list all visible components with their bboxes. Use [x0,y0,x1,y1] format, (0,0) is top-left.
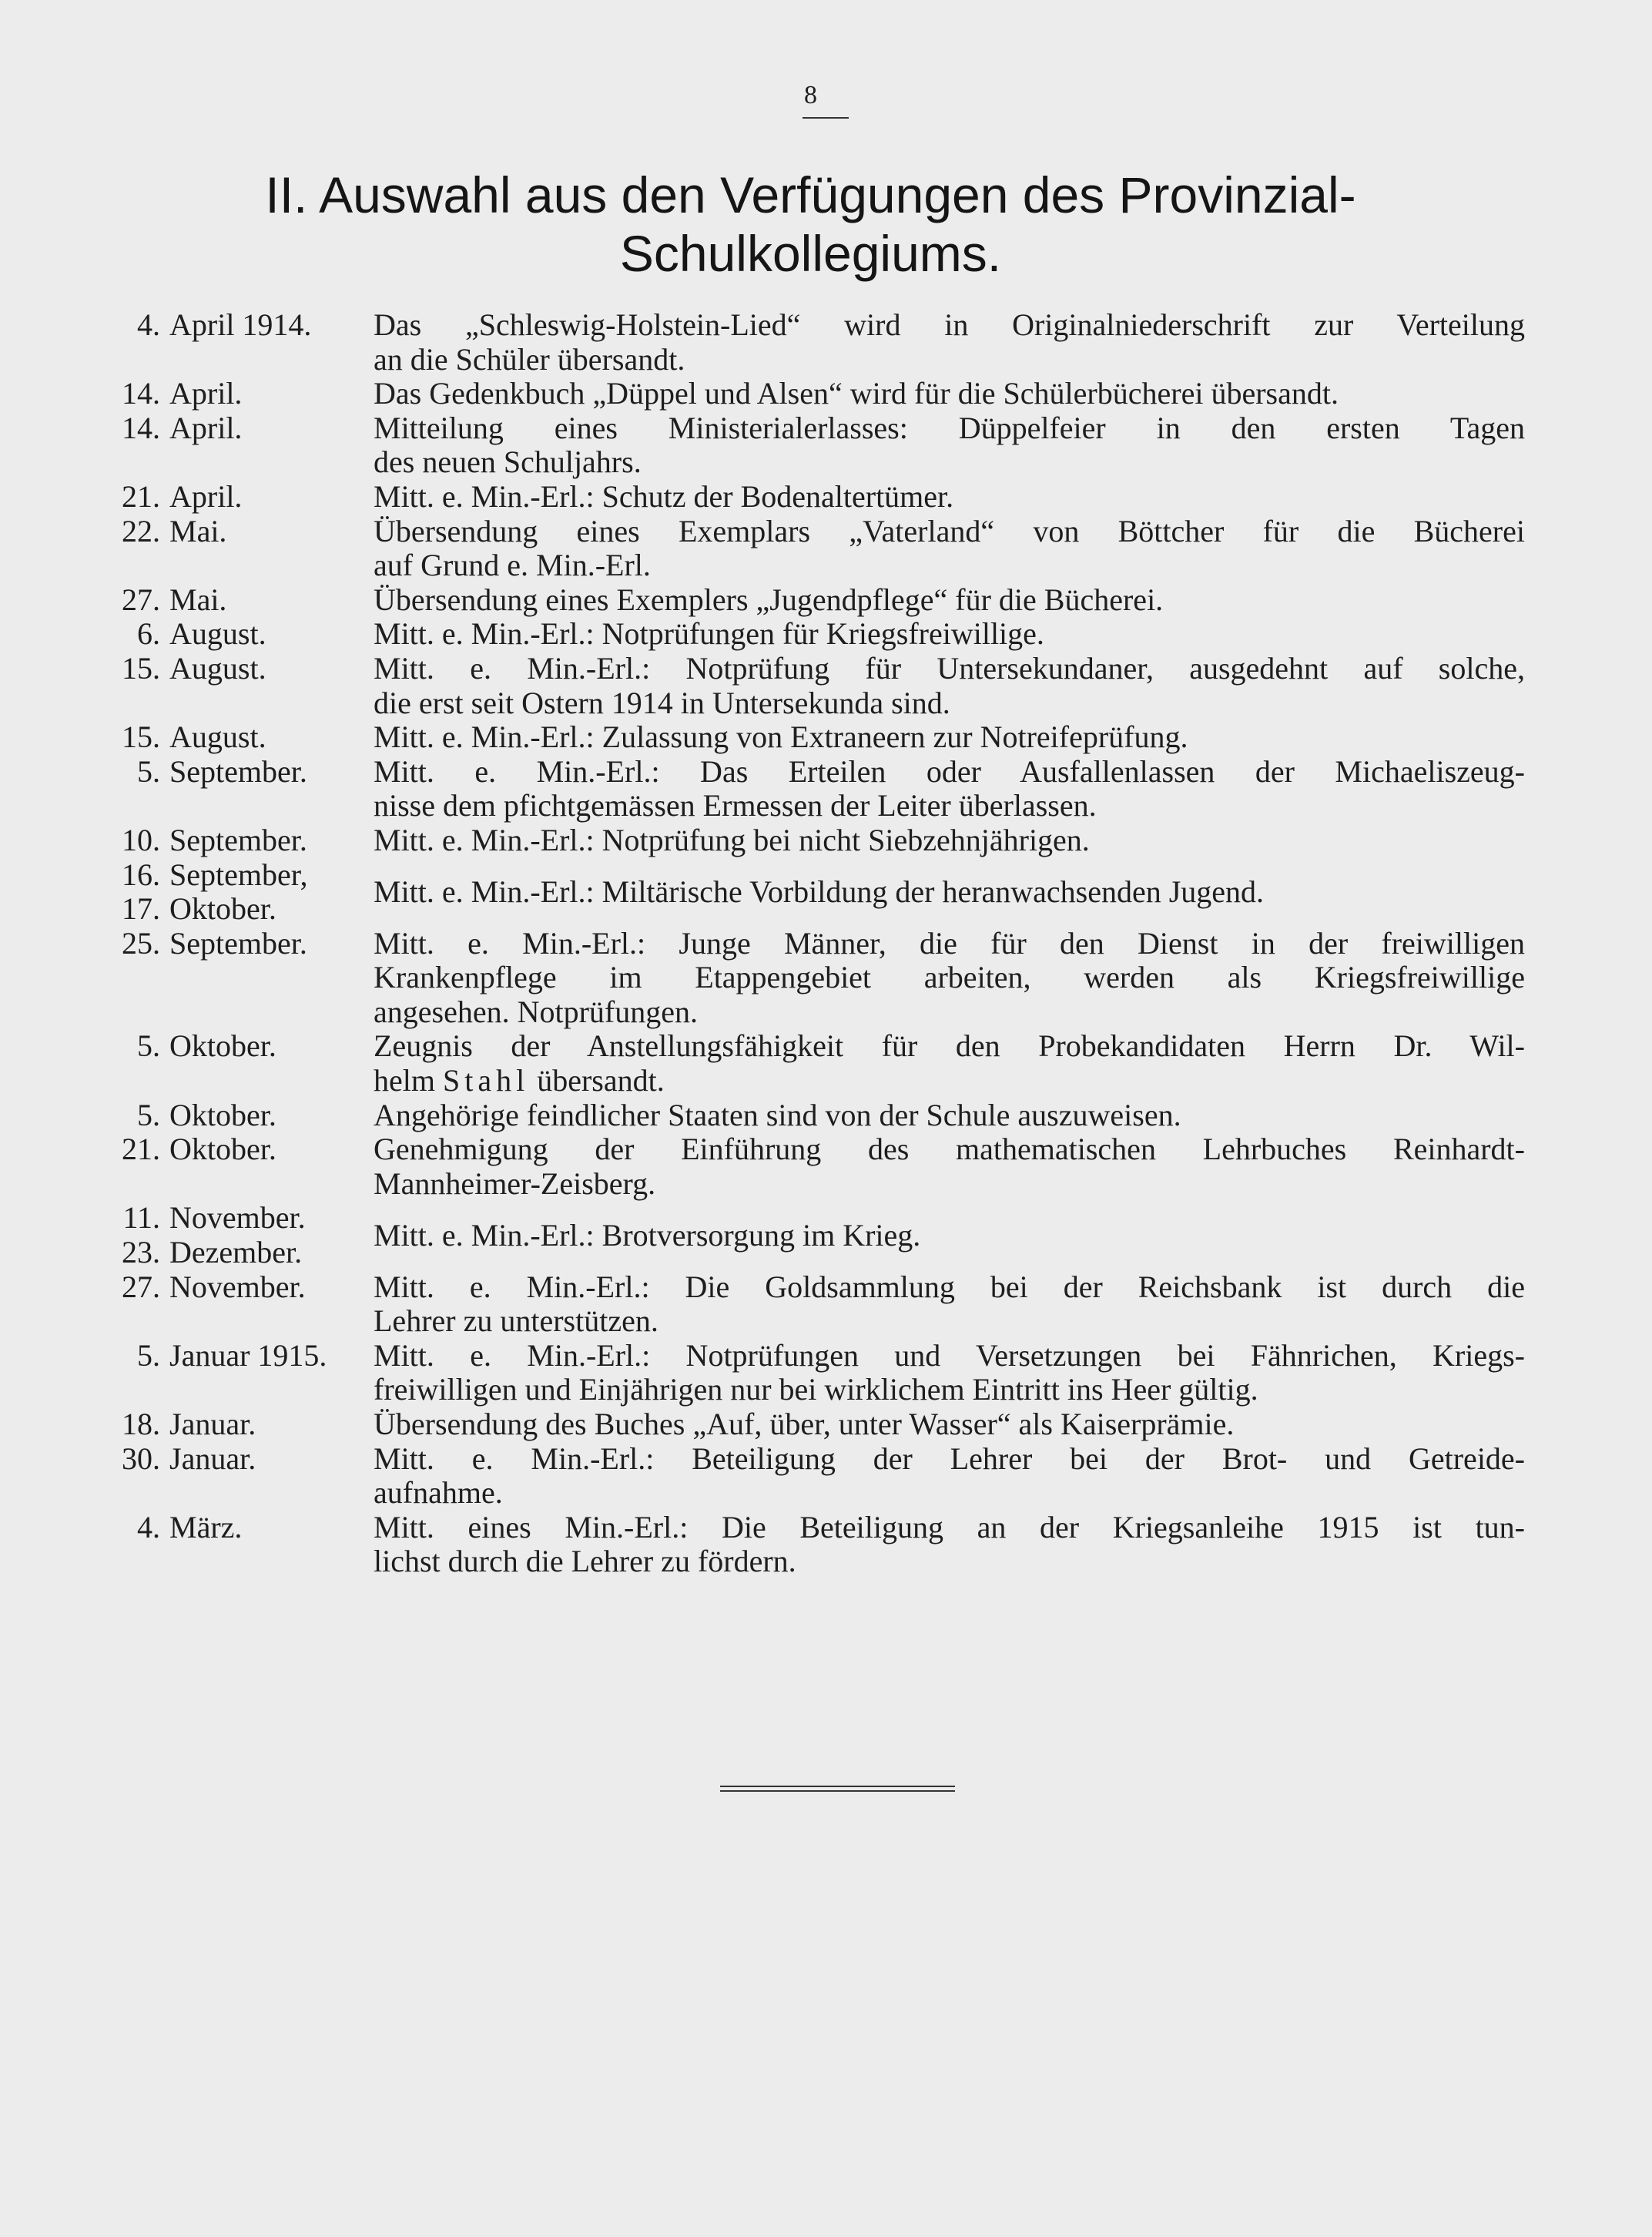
entry-text-line: die erst seit Ostern 1914 in Untersekunda sind. [374,685,950,720]
entry-text-line: Übersendung eines Exemplars „Vaterland“ von Böttcher für die Bücherei [374,513,1525,548]
date-month: Oktober. [169,1028,276,1064]
entry-text [374,652,1525,720]
entry-dates [100,1511,374,1545]
date-day: 23. [122,1235,160,1270]
decree-entry [100,1201,1525,1269]
date-day: 15. [122,650,160,686]
entry-dates [100,617,374,652]
entry-date [100,1511,374,1545]
entry-text-line: Mitteilung eines Ministerialerlasses: Düppelfeier in den ersten Tagen [374,410,1525,445]
entry-text [374,1407,1525,1442]
entry-dates [100,1339,374,1373]
date-day: 18. [122,1407,160,1441]
entry-date [100,617,374,652]
entry-text [374,823,1525,858]
decree-entry [100,308,1525,377]
entry-date [100,377,374,411]
section-title-line-2: Schulkollegiums. [619,225,1002,282]
entry-text [374,377,1525,411]
entry-date [100,515,374,549]
date-month: August. [169,719,266,755]
date-month: April. [169,478,243,514]
date-month: Januar. [169,1440,256,1476]
decree-entry [100,1407,1525,1442]
entry-date [100,892,374,927]
entry-text [374,927,1525,1030]
date-month: November. [169,1269,306,1304]
date-day: 4. [137,1509,160,1544]
entry-text-line: Mitt. e. Min.-Erl.: Junge Männer, die für den Dienst in der freiwilligen [374,925,1525,961]
entry-date [100,1270,374,1305]
date-month: Oktober. [169,891,276,927]
entry-text-line: lichst durch die Lehrer zu fördern. [374,1544,796,1579]
section-title [0,166,1621,283]
decree-entry [100,411,1525,480]
date-day: 15. [122,719,160,755]
decree-entry [100,583,1525,618]
entry-text [374,617,1525,652]
decree-entry [100,1339,1525,1407]
date-month: September. [169,925,307,961]
entry-text-line: Mitt. e. Min.-Erl.: Brotversorgung im Krieg. [374,1217,921,1253]
entry-text [374,755,1525,823]
entry-text [374,1511,1525,1579]
decree-entry [100,1098,1525,1133]
date-day: 21. [122,478,160,514]
entry-text [374,1029,1525,1098]
entry-dates [100,755,374,790]
date-day: 17. [122,891,160,927]
decree-entry [100,858,1525,927]
entry-date [100,583,374,618]
date-day: 30. [122,1440,160,1476]
entry-date [100,858,374,893]
entry-text [374,515,1525,583]
entry-dates [100,1407,374,1442]
entry-date [100,720,374,755]
entry-date [100,1442,374,1477]
entry-text [374,480,1525,515]
entry-dates [100,308,374,343]
entry-text [374,1270,1525,1339]
date-day: 5. [137,1028,160,1064]
entry-dates [100,927,374,961]
entry-text-line: Mitt. e. Min.-Erl.: Notprüfungen und Versetzungen bei Fähnrichen, Kriegs- [374,1337,1525,1373]
decree-entry [100,927,1525,1030]
entry-date [100,1098,374,1133]
date-day: 14. [122,410,160,445]
decree-entry [100,1511,1525,1579]
entry-text-line: Mannheimer-Zeisberg. [374,1165,656,1201]
entry-dates [100,1132,374,1167]
entry-dates [100,1029,374,1064]
entry-text-line: Übersendung des Buches „Auf, über, unter Wasser“ als Kaiserprämie. [374,1407,1235,1441]
entry-dates [100,858,374,927]
entry-text [374,1442,1525,1511]
decree-entry [100,1132,1525,1201]
date-month: April. [169,410,243,445]
entry-text-line: des neuen Schuljahrs. [374,444,642,480]
date-month: Oktober. [169,1097,276,1132]
entry-text-line: Übersendung eines Exemplers „Jugendpflege“ für die Bücherei. [374,582,1164,617]
entry-text-line: Das Gedenkbuch „Düppel und Alsen“ wird für die Schülerbücherei übersandt. [374,376,1339,411]
entry-text-line: Das „Schleswig-Holstein-Lied“ wird in Originalniederschrift zur Verteilung [374,307,1525,342]
date-month: Dezember. [169,1235,303,1270]
date-month: November. [169,1200,306,1236]
entry-text-line: auf Grund e. Min.-Erl. [374,548,651,583]
entry-text-line: angesehen. Notprüfungen. [374,994,698,1029]
decree-entry [100,1029,1525,1098]
entry-date [100,823,374,858]
entry-date [100,480,374,515]
date-month: März. [169,1509,243,1544]
entry-text [374,720,1525,755]
date-day: 27. [122,1269,160,1304]
entry-text [374,1339,1525,1407]
entry-text-line: Genehmigung der Einführung des mathematischen Lehrbuches Reinhardt- [374,1132,1525,1167]
date-month: September. [169,822,307,857]
date-day: 5. [137,753,160,789]
entry-text-line: Mitt. e. Min.-Erl.: Beteiligung der Lehrer bei der Brot- und Getreide- [374,1440,1525,1476]
entry-text-line: Mitt. e. Min.-Erl.: Miltärische Vorbildung der heranwachsenden Jugend. [374,874,1265,909]
decree-entry [100,515,1525,583]
date-day: 6. [137,616,160,652]
date-day: 25. [122,925,160,961]
entry-date [100,1236,374,1270]
entry-text-line: Mitt. e. Min.-Erl.: Notprüfungen für Kriegsfreiwillige. [374,616,1044,652]
decree-list [100,308,1525,1579]
entry-dates [100,652,374,686]
entry-text-line: Mitt. e. Min.-Erl.: Schutz der Bodenaltertümer. [374,478,954,514]
spaced-name: Stahl [442,1063,530,1098]
entry-date [100,927,374,961]
entry-text [374,308,1525,377]
entry-text [374,583,1525,618]
date-day: 22. [122,513,160,548]
entry-text [374,875,1525,910]
entry-text-line: Mitt. e. Min.-Erl.: Zulassung von Extraneern zur Notreifeprüfung. [374,719,1188,755]
entry-dates [100,583,374,618]
decree-entry [100,377,1525,411]
entry-text-line: an die Schüler übersandt. [374,341,685,377]
date-day: 4. [137,307,160,342]
date-month: August. [169,650,266,686]
entry-dates [100,377,374,411]
date-day: 5. [137,1337,160,1373]
entry-date [100,308,374,343]
section-title-line-1: II. Auswahl aus den Verfügungen des Provinzial- [265,166,1356,223]
entry-dates [100,1098,374,1133]
entry-text-line: nisse dem pfichtgemässen Ermessen der Leiter überlassen. [374,788,1097,823]
entry-dates [100,411,374,446]
entry-text [374,1219,1525,1253]
date-month: Mai. [169,513,227,548]
date-month: April 1914. [169,307,312,342]
entry-text-line: Krankenpflege im Etappengebiet arbeiten, werden als Kriegsfreiwillige [374,960,1525,995]
entry-text-line: Mitt. e. Min.-Erl.: Notprüfung für Untersekundaner, ausgedehnt auf solche, [374,650,1525,686]
date-day: 10. [122,822,160,857]
entry-date [100,1029,374,1064]
date-month: April. [169,376,243,411]
entry-dates [100,823,374,858]
date-month: Oktober. [169,1132,276,1167]
decree-entry [100,1270,1525,1339]
date-day: 5. [137,1097,160,1132]
entry-date [100,1132,374,1167]
entry-dates [100,1201,374,1269]
date-month: Mai. [169,582,227,617]
entry-date [100,411,374,446]
date-month: Januar 1915. [169,1337,327,1373]
entry-text-line: helm Stahl übersandt. [374,1063,665,1098]
page-number: 8 [804,81,817,109]
date-day: 27. [122,582,160,617]
entry-text-line: aufnahme. [374,1475,503,1511]
entry-dates [100,720,374,755]
date-day: 14. [122,376,160,411]
entry-text-line: Mitt. e. Min.-Erl.: Das Erteilen oder Ausfallenlassen der Michaeliszeug- [374,753,1525,789]
entry-text-line: Lehrer zu unterstützen. [374,1303,658,1339]
decree-entry [100,480,1525,515]
entry-date [100,1201,374,1236]
entry-dates [100,480,374,515]
date-day: 21. [122,1132,160,1167]
entry-dates [100,1270,374,1305]
entry-date [100,1407,374,1442]
entry-text [374,1132,1525,1201]
decree-entry [100,617,1525,652]
entry-text-line: freiwilligen und Einjährigen nur bei wirklichem Eintritt ins Heer gültig. [374,1372,1258,1407]
date-month: Januar. [169,1407,256,1441]
entry-text-line: Mitt. e. Min.-Erl.: Notprüfung bei nicht Siebzehnjährigen. [374,822,1090,857]
entry-dates [100,1442,374,1477]
date-day: 11. [122,1200,160,1236]
decree-entry [100,755,1525,823]
decree-entry [100,823,1525,858]
entry-date [100,755,374,790]
date-day: 16. [122,857,160,892]
date-month: September. [169,753,307,789]
decree-entry [100,1442,1525,1511]
entry-text [374,411,1525,480]
entry-text [374,1098,1525,1133]
entry-text-line: Mitt. e. Min.-Erl.: Die Goldsammlung bei der Reichsbank ist durch die [374,1269,1525,1304]
entry-text-line: Angehörige feindlicher Staaten sind von der Schule auszuweisen. [374,1097,1181,1132]
end-double-rule [720,1786,955,1792]
page-number-rule [803,117,849,119]
entry-date [100,1339,374,1373]
date-month: September, [169,857,308,892]
decree-entry [100,652,1525,720]
date-month: August. [169,616,266,652]
entry-text-line: Mitt. eines Min.-Erl.: Die Beteiligung an der Kriegsanleihe 1915 ist tun- [374,1509,1525,1544]
entry-date [100,652,374,686]
entry-text-line: Zeugnis der Anstellungsfähigkeit für den Probekandidaten Herrn Dr. Wil- [374,1028,1525,1064]
decree-entry [100,720,1525,755]
entry-dates [100,515,374,549]
